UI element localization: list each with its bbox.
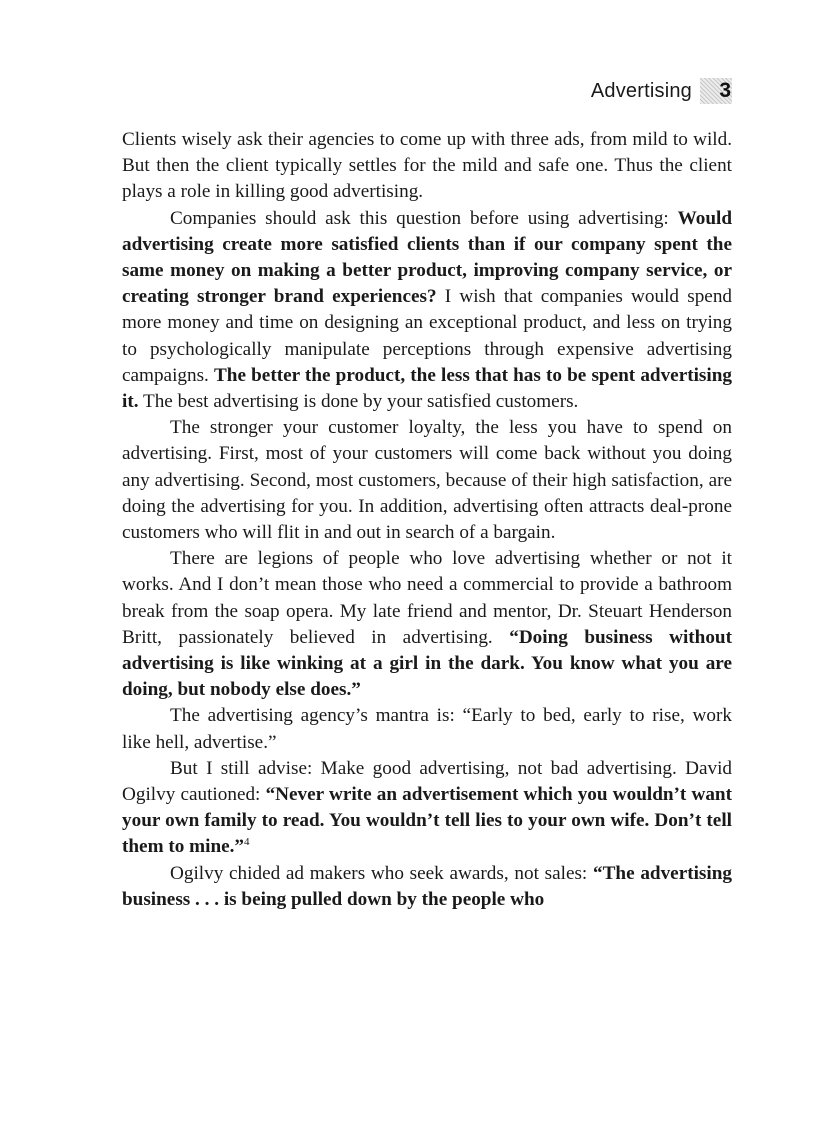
emphasis-quote: “Doing business without advertising is like winking at a girl in the dark. You know what you are doing, but nobody else does.” xyxy=(122,626,732,701)
paragraph-text: Ogilvy chided ad makers who seek awards, not sales: xyxy=(170,862,593,884)
paragraph-text: There are legions of people who love advertising whether or not it works. And I don’t mean those who need a commercial to provide a bathroom break from the soap opera. My late friend and mentor, Dr. Steuart Henderson Britt, passionately believed in advertising. xyxy=(122,548,732,648)
paragraph xyxy=(122,703,732,755)
paragraph-text: The best advertising is done by your satisfied customers. xyxy=(138,391,579,413)
paragraph xyxy=(122,546,732,703)
paragraph xyxy=(122,127,732,206)
body-text xyxy=(122,127,732,913)
paragraph-text: Clients wisely ask their agencies to come up with three ads, from mild to wild. But then the client typically settles for the mild and safe one. Thus the client plays a role in killing good advertising. xyxy=(122,129,732,203)
paragraph-text: The advertising agency’s mantra is: “Early to bed, early to rise, work like hell, advertise.” xyxy=(122,705,732,753)
paragraph-text: Companies should ask this question before using advertising: xyxy=(170,207,678,229)
chapter-number: 3 xyxy=(719,79,731,102)
emphasis-statement: The better the product, the less that has to be spent advertising it. xyxy=(122,364,732,413)
paragraph xyxy=(122,206,732,416)
paragraph-text: The stronger your customer loyalty, the less you have to spend on advertising. First, most of your customers will come back without you doing any advertising. Second, most customers, because of their high satisfaction, are doing the advertising for you. In addition, advertising often attracts deal-prone customers who will flit in and out in search of a bargain. xyxy=(122,417,732,544)
running-head xyxy=(591,78,732,104)
paragraph xyxy=(122,861,732,913)
emphasis-quote: “The advertising business . . . is being pulled down by the people who xyxy=(122,862,732,910)
paragraph xyxy=(122,756,732,861)
emphasis-question: Would advertising create more satisfied clients than if our company spent the same money on making a better product, improving company service, or creating stronger brand experiences? xyxy=(122,207,732,308)
paragraph-text: But I still advise: Make good advertising, not bad advertising. David Ogilvy cautioned: xyxy=(122,757,732,806)
chapter-number-box xyxy=(700,78,732,104)
paragraph xyxy=(122,415,732,546)
section-title: Advertising xyxy=(590,79,692,102)
emphasis-quote: “Never write an advertisement which you wouldn’t want your own family to read. You wouldn’t tell lies to your own wife. Don’t tell them to mine.” xyxy=(122,784,732,858)
footnote-marker: 4 xyxy=(244,836,250,849)
paragraph-text: I wish that companies would spend more money and time on designing an exceptional product, and less on trying to psychologically manipulate perceptions through expensive advertising campaigns. xyxy=(122,286,733,386)
